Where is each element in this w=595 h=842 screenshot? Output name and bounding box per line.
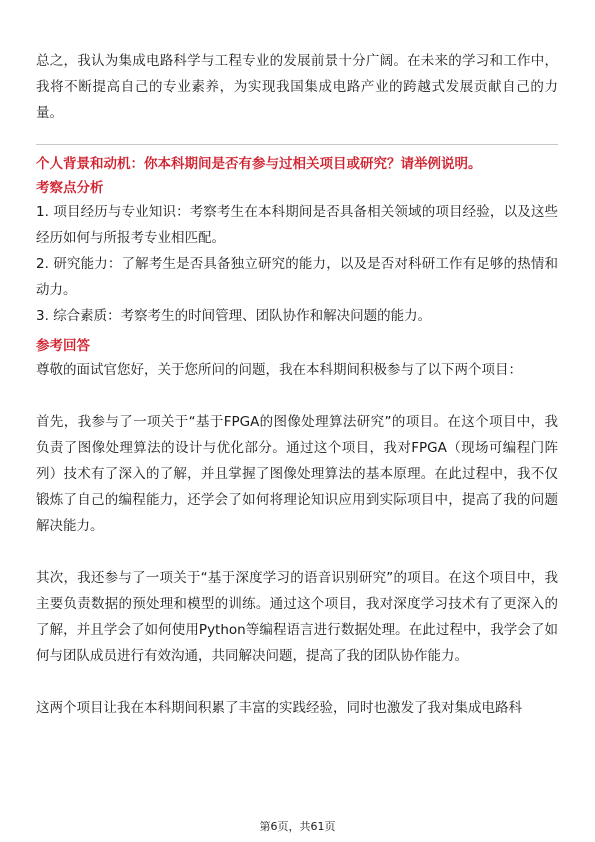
analysis-item-2: 2. 研究能力：了解考生是否具备独立研究的能力，以及是否对科研工作有足够的热情和动力。	[36, 256, 558, 298]
page-indicator: 第6页，共61页	[259, 820, 336, 833]
answer-heading: 参考回答	[36, 338, 90, 354]
question-title: 个人背景和动机：你本科期间是否有参与过相关项目或研究？请举例说明。	[36, 156, 482, 172]
answer-project-2: 其次，我还参与了一项关于“基于深度学习的语音识别研究”的项目。在这个项目中，我主要负责数据的预处理和模型的训练。通过这个项目，我对深度学习技术有了更深入的了解，并且学会了如何使用Python等编程语言进行数据处理。在此过程中，我学会了如何与团队成员进行有效沟通，共同解决问题，提高了我的团队协作能力。	[36, 570, 558, 664]
answer-project-1: 首先，我参与了一项关于“基于FPGA的图像处理算法研究”的项目。在这个项目中，我负责了图像处理算法的设计与优化部分。通过这个项目，我对FPGA（现场可编程门阵列）技术有了深入的了解，并且掌握了图像处理算法的基本原理。在此过程中，我不仅锻炼了自己的编程能力，还学会了如何将理论知识应用到实际项目中，提高了我的问题解决能力。	[36, 414, 558, 534]
answer-greeting: 尊敬的面试官您好，关于您所问的问题，我在本科期间积极参与了以下两个项目：	[36, 362, 522, 378]
document-page	[36, 48, 558, 721]
paragraph-gap	[36, 383, 558, 409]
paragraph-gap	[36, 669, 558, 695]
intro-paragraph: 总之，我认为集成电路科学与工程专业的发展前景十分广阔。在未来的学习和工作中，我将不断提高自己的专业素养，为实现我国集成电路产业的跨越式发展贡献自己的力量。	[36, 53, 558, 121]
section-divider	[36, 144, 558, 145]
answer-closing: 这两个项目让我在本科期间积累了丰富的实践经验，同时也激发了我对集成电路科	[36, 700, 522, 716]
analysis-item-3: 3. 综合素质：考察考生的时间管理、团队协作和解决问题的能力。	[36, 308, 432, 324]
analysis-item-1: 1. 项目经历与专业知识：考察考生在本科期间是否具备相关领域的项目经验，以及这些经历如何与所报考专业相匹配。	[36, 204, 558, 246]
paragraph-gap	[36, 539, 558, 565]
analysis-heading: 考察点分析	[36, 180, 104, 196]
